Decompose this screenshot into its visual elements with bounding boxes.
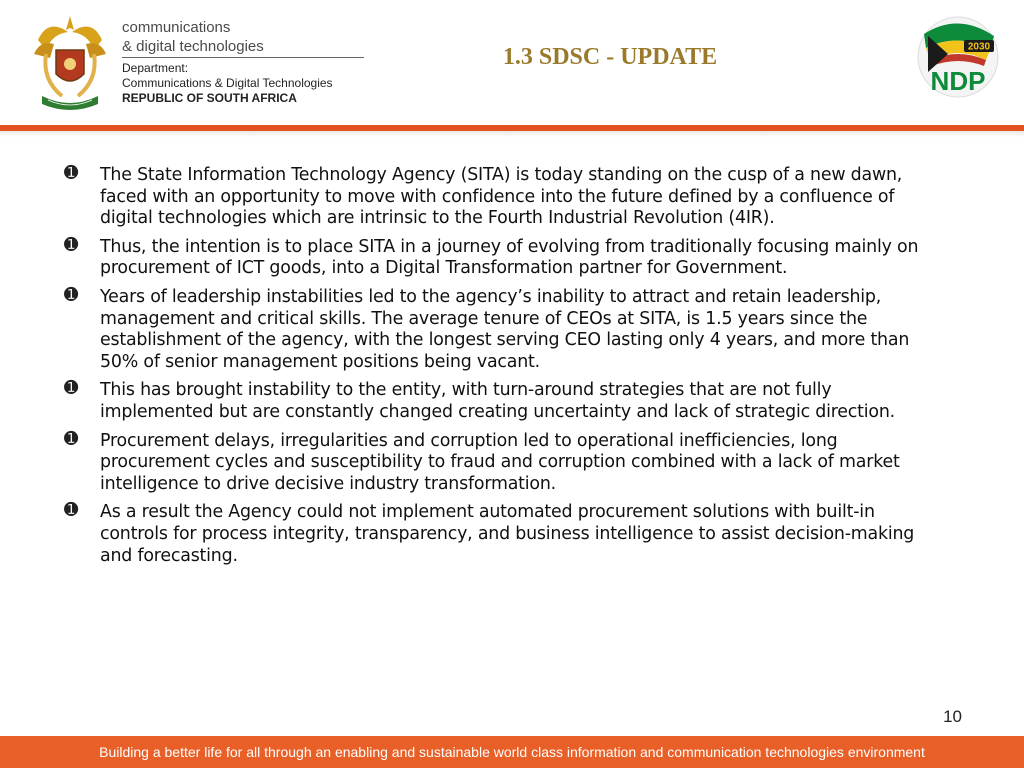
bullet-text: This has brought instability to the entity, with turn-around strategies that are not fully implemented but are constantly changed creating uncertainty and lack of strategic direction.: [100, 380, 896, 422]
bullet-item: [60, 285, 940, 373]
bullet-list: [60, 163, 940, 567]
ndp-2030-logo-icon: [914, 14, 1002, 100]
slide-header: [0, 0, 1024, 126]
footer-tagline: Building a better life for all through an enabling and sustainable world class information and communication technologies environment: [99, 744, 925, 760]
department-branding: [122, 18, 364, 106]
brand-line-communications: communications: [122, 19, 231, 36]
arrow-bullet-icon: ➊: [64, 378, 79, 399]
ndp-logo-text: NDP: [930, 66, 986, 96]
bullet-text: Procurement delays, irregularities and corruption led to operational inefficiencies, long procurement cycles and susceptibility to fraud and corruption combined with a lack of market intelligence to drive decisive industry transformation.: [100, 430, 900, 494]
bullet-item: [60, 429, 940, 496]
header-divider-shadow: [0, 131, 1024, 137]
slide-title: 1.3 SDSC - UPDATE: [502, 44, 718, 70]
bullet-text: Thus, the intention is to place SITA in a journey of evolving from traditionally focusing mainly on procurement of ICT goods, into a Digital Transformation partner for Government.: [100, 236, 919, 279]
country-name: REPUBLIC OF SOUTH AFRICA: [122, 91, 297, 105]
bullet-item: [60, 235, 940, 280]
bullet-item: [60, 500, 940, 567]
arrow-bullet-icon: ➊: [64, 163, 79, 183]
slide-footer: [0, 736, 1024, 768]
bullet-text: The State Information Technology Agency (SITA) is today standing on the cusp of a new dawn, faced with an opportunity to move with confidence into the future defined by a confluence of digital technologies which are intrinsic to the Fourth Industrial Revolution (4IR).: [100, 165, 903, 229]
arrow-bullet-icon: ➊: [64, 428, 79, 449]
department-label: Department:: [122, 61, 189, 75]
bullet-text: As a result the Agency could not implement automated procurement solutions with built-in controls for process integrity, transparency, and business intelligence to assist decision-making and forecasting.: [100, 502, 915, 566]
arrow-bullet-icon: ➊: [64, 234, 79, 255]
coat-of-arms-icon: [28, 10, 112, 116]
page-number: 10: [943, 707, 962, 726]
bullet-item: [60, 378, 940, 423]
bullet-item: [60, 163, 940, 230]
bullet-text: Years of leadership instabilities led to the agency’s inability to attract and retain leadership, management and critical skills. The average tenure of CEOs at SITA, is 1.5 years since the establishment of the agency, with the longest serving CEO lasting only 4 years, and more than 50% of senior management positions being vacant.: [100, 286, 910, 372]
brand-line-digital-technologies: & digital technologies: [122, 38, 264, 55]
ndp-logo-year: 2030: [967, 41, 991, 53]
arrow-bullet-icon: ➊: [64, 500, 79, 521]
brand-divider: [122, 57, 364, 58]
arrow-bullet-icon: ➊: [64, 284, 79, 305]
department-name: Communications & Digital Technologies: [122, 76, 333, 90]
